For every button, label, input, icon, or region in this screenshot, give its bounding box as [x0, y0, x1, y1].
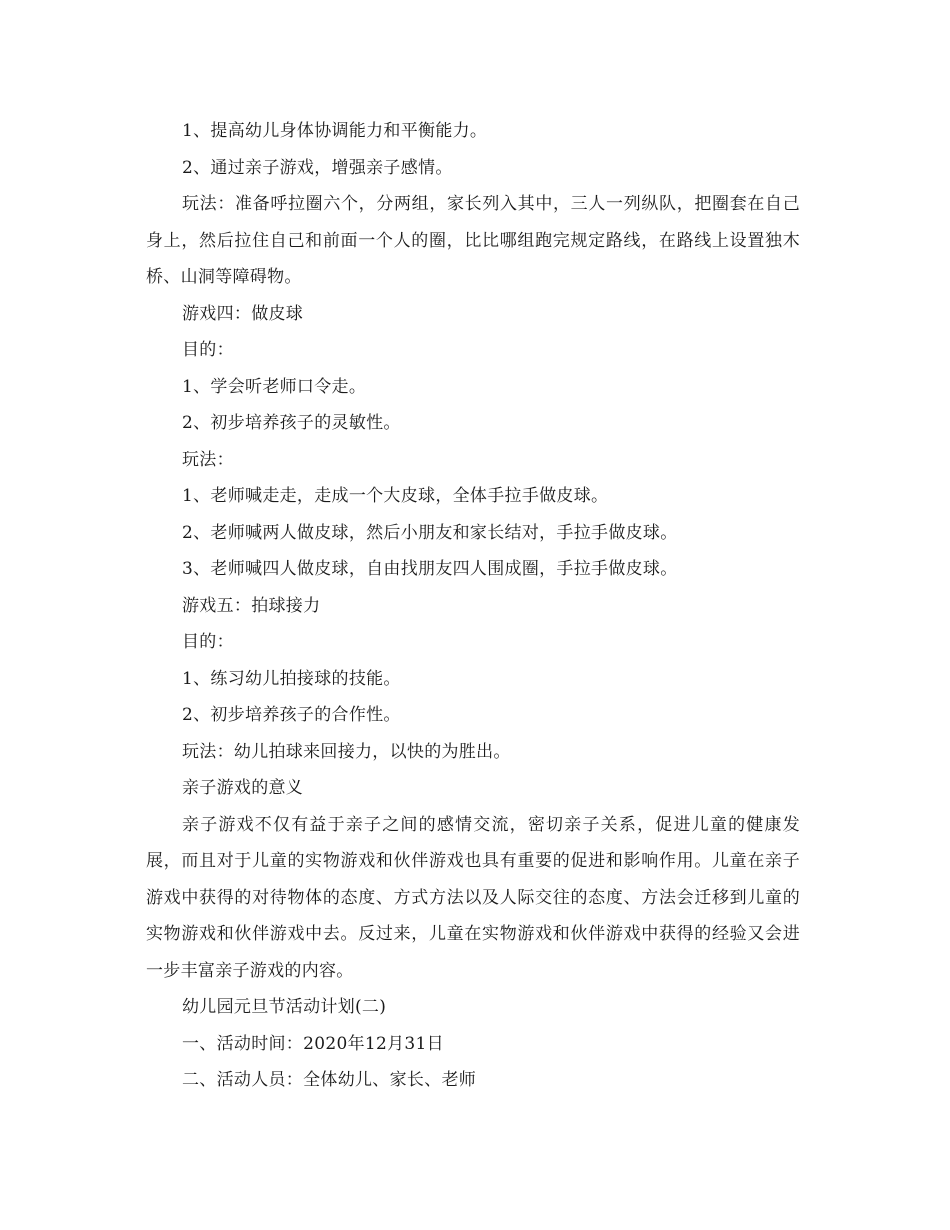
document-body: [146, 113, 800, 1099]
paragraph-play-method: 玩法：准备呼拉圈六个，分两组，家长列入其中，三人一列纵队，把圈套在自己身上，然后拉住自己和前面一个人的圈，比比哪组跑完规定路线，在路线上设置独木桥、山洞等障碍物。: [146, 194, 800, 287]
label-play-method: 玩法：: [182, 449, 234, 470]
paragraph-significance: 亲子游戏不仅有益于亲子之间的感情交流，密切亲子关系，促进儿童的健康发展，而且对于儿童的实物游戏和伙伴游戏也具有重要的促进和影响作用。儿童在亲子游戏中获得的对待物体的态度、方式方法以及人际交往的态度、方法会迁移到儿童的实物游戏和伙伴游戏中去。反过来，儿童在实物游戏和伙伴游戏中获得的经验又会进一步丰富亲子游戏的内容。: [146, 814, 800, 981]
paragraph-activity-time: 一、活动时间：2020年12月31日: [182, 1033, 444, 1054]
paragraph-activity-people: 二、活动人员：全体幼儿、家长、老师: [182, 1070, 477, 1090]
paragraph-method-3: 3、老师喊四人做皮球，自由找朋友四人围成圈，手拉手做皮球。: [182, 559, 678, 579]
paragraph-purpose-4: 2、初步培养孩子的合作性。: [182, 705, 401, 725]
paragraph-purpose-2: 2、初步培养孩子的灵敏性。: [182, 413, 401, 433]
paragraph-goal-2: 2、通过亲子游戏，增强亲子感情。: [182, 157, 453, 178]
paragraph-goal-1: 1、提高幼儿身体协调能力和平衡能力。: [182, 121, 488, 141]
paragraph-relay-method: 玩法：幼儿拍球来回接力，以快的为胜出。: [182, 741, 511, 762]
paragraph-method-1: 1、老师喊走走，走成一个大皮球，全体手拉手做皮球。: [182, 486, 609, 506]
heading-game-four: 游戏四：做皮球: [182, 303, 304, 324]
paragraph-method-2: 2、老师喊两人做皮球，然后小朋友和家长结对，手拉手做皮球。: [182, 522, 678, 543]
label-purpose-2: 目的：: [182, 632, 234, 652]
heading-significance: 亲子游戏的意义: [182, 778, 304, 798]
paragraph-purpose-3: 1、练习幼儿拍接球的技能。: [182, 668, 401, 689]
label-purpose: 目的：: [182, 340, 234, 360]
paragraph-purpose-1: 1、学会听老师口令走。: [182, 376, 367, 397]
heading-plan-two: 幼儿园元旦节活动计划(二): [182, 997, 387, 1017]
heading-game-five: 游戏五：拍球接力: [182, 595, 321, 616]
